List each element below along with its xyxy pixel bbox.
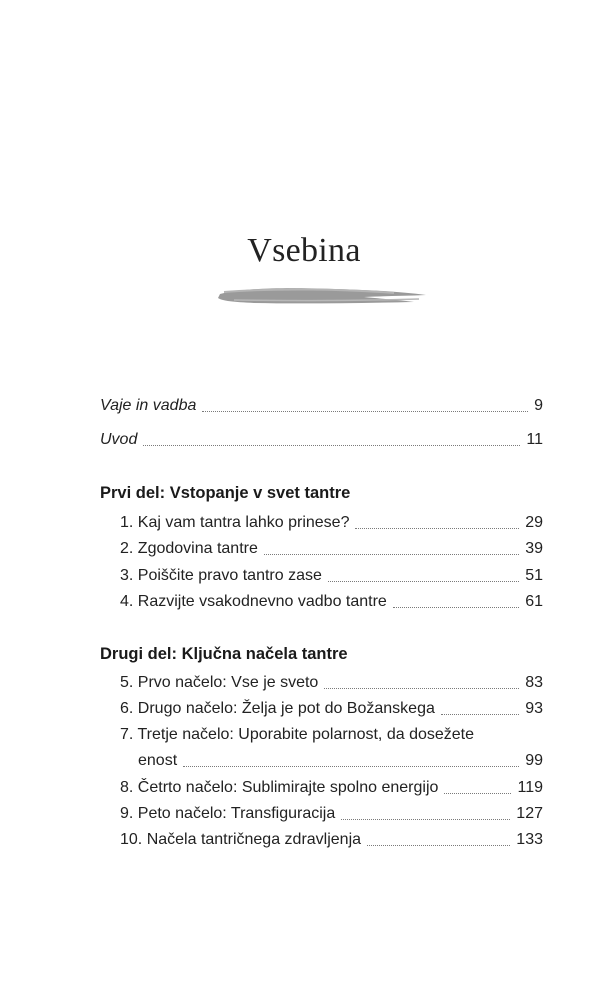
dot-leader (328, 580, 519, 582)
toc-entry-uvod[interactable] (100, 430, 543, 450)
dot-leader (393, 606, 519, 608)
toc-chapter-7[interactable] (138, 751, 543, 771)
toc-page-number: 9 (534, 397, 543, 414)
dot-leader (183, 765, 519, 767)
toc-entry-label: 1. Kaj vam tantra lahko prinese? (120, 514, 350, 531)
toc-chapter-5[interactable] (120, 673, 543, 693)
toc-page-number: 29 (525, 514, 543, 531)
dot-leader (355, 527, 519, 529)
part-heading: Prvi del: Vstopanje v svet tantre (100, 484, 351, 502)
toc-page-number: 51 (525, 567, 543, 584)
toc-chapter-6[interactable] (120, 699, 543, 719)
toc-page-number: 127 (516, 805, 543, 822)
toc-entry-label: 6. Drugo načelo: Želja je pot do Božanskega (120, 700, 435, 717)
toc-chapter-4[interactable] (120, 592, 543, 612)
toc-entry-label: 8. Četrto načelo: Sublimirajte spolno energijo (120, 779, 439, 796)
dot-leader (202, 410, 528, 412)
toc-chapter-10[interactable] (120, 830, 543, 850)
toc-entry-label: Uvod (100, 431, 138, 448)
dot-leader (341, 818, 510, 820)
toc-entry-label: 9. Peto načelo: Transfiguracija (120, 805, 336, 822)
toc-entry-label-continued: enost (138, 752, 178, 769)
dot-leader (444, 792, 511, 794)
toc-entry-vaje[interactable] (100, 396, 543, 416)
toc-page-number: 133 (516, 831, 543, 848)
toc-page-number: 83 (525, 674, 543, 691)
dot-leader (143, 444, 520, 446)
dot-leader (367, 844, 510, 846)
toc-entry-label: 7. Tretje načelo: Uporabite polarnost, da dosežete (120, 726, 474, 743)
toc-page-number: 11 (526, 431, 543, 448)
toc-entry-label: 10. Načela tantričnega zdravljenja (120, 831, 362, 848)
toc-entry-label: 3. Poiščite pravo tantro zase (120, 567, 322, 584)
toc-entry-label: 5. Prvo načelo: Vse je sveto (120, 674, 319, 691)
toc-chapter-2[interactable] (120, 539, 543, 559)
toc-page-number: 99 (525, 752, 543, 769)
dot-leader (264, 553, 519, 555)
part-heading: Drugi del: Ključna načela tantre (100, 645, 348, 663)
toc-entry-label: 4. Razvijte vsakodnevno vadbo tantre (120, 593, 387, 610)
toc-chapter-1[interactable] (120, 513, 543, 533)
dot-leader (441, 713, 519, 715)
toc-entry-label: Vaje in vadba (100, 397, 197, 414)
page-title: Vsebina (247, 232, 361, 269)
toc-chapter-3[interactable] (120, 566, 543, 586)
toc-page-number: 61 (525, 593, 543, 610)
toc-entry-label: 2. Zgodovina tantre (120, 540, 258, 557)
toc-page-number: 93 (525, 700, 543, 717)
toc-chapter-9[interactable] (120, 804, 543, 824)
toc-page-number: 39 (525, 540, 543, 557)
toc-page-number: 119 (517, 779, 543, 796)
toc-chapter-8[interactable] (120, 778, 543, 798)
dot-leader (324, 687, 519, 689)
